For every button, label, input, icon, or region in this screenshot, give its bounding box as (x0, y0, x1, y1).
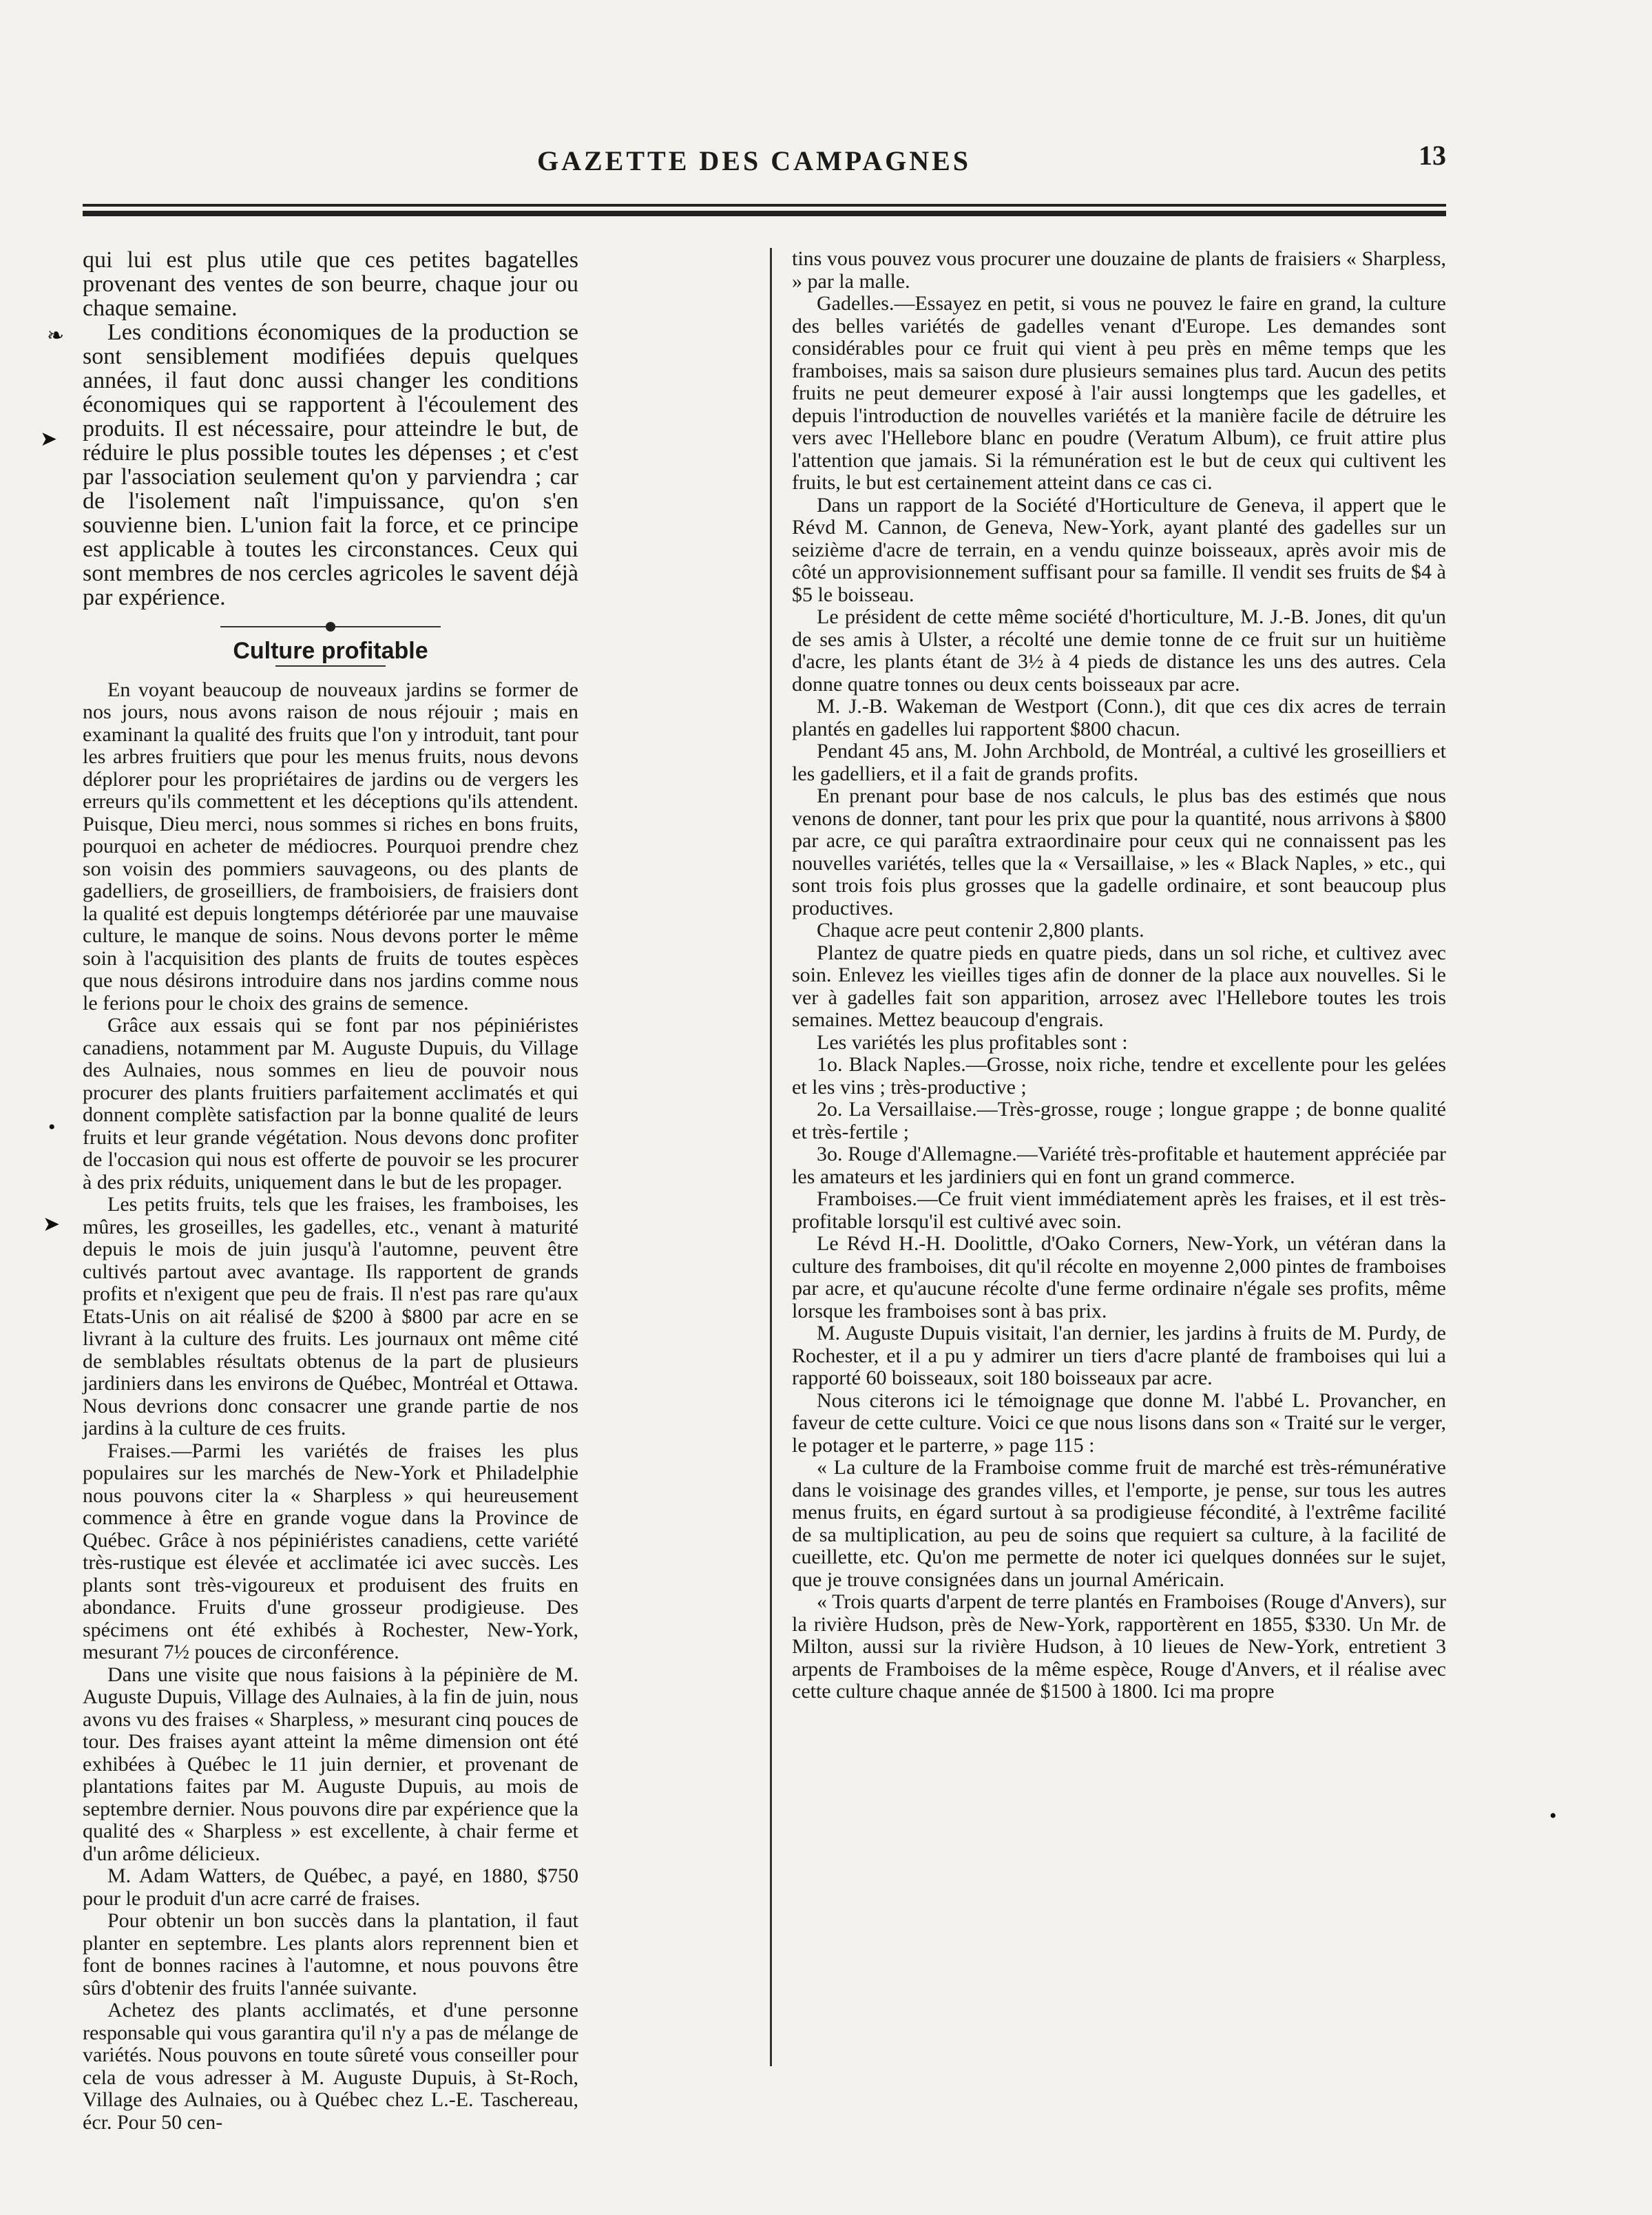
paragraph: Les petits fruits, tels que les fraises, les framboises, les mûres, les groseilles, les gadelles, etc., venant à maturité depuis le mois de juin jusqu'à l'automne, peuvent être cultivés partout avec avantage. Ils rapportent de grands profits et n'exigent que peu de frais. Il n'est pas rare qu'aux Etats-Unis on ait réalisé de $200 à $800 par acre en se livrant à la culture des fruits. Les journaux ont même cité de semblables résultats obtenus de la part de plusieurs jardiniers dans les environs de Québec, Montréal et Ottawa. Nous devrions donc consacrer une grande partie de nos jardins à la culture de ces fruits. (83, 1193, 578, 1439)
page-header (83, 140, 1446, 186)
paragraph: Chaque acre peut contenir 2,800 plants. (817, 919, 1144, 942)
paragraph: Dans une visite que nous faisions à la pépinière de M. Auguste Dupuis, Village des Aulnaies, à la fin de juin, nous avons vu des fraises « Sharpless, » mesurant cinq pouces de tour. Des fraises ayant atteint la même dimension ont été exhibées à Québec le 11 juin dernier, et provenant de plantations faites par M. Auguste Dupuis, au mois de septembre dernier. Nous pouvons dire par expérience que la qualité des « Sharpless » est excellente, à chair ferme et d'un arôme délicieux. (83, 1663, 578, 1865)
paragraph: Pour obtenir un bon succès dans la plantation, il faut planter en septembre. Les plants alors reprennent bien et font de bonnes racines à l'automne, et nous pouvons être sûrs d'obtenir des fruits l'année suivante. (83, 1909, 578, 1999)
paragraph: Les variétés les plus profitables sont : (817, 1030, 1128, 1054)
list-item: 1o. Black Naples.—Grosse, noix riche, tendre et excellente pour les gelées et les vins ; très-productive ; (792, 1053, 1446, 1099)
list-item: 2o. La Versaillaise.—Très-grosse, rouge ; longue grappe ; de bonne qualité et très-fertile ; (792, 1098, 1446, 1143)
lead-paragraph: qui lui est plus utile que ces petites bagatelles provenant des ventes de son beurre, chaque jour ou chaque semaine. (83, 247, 578, 321)
paragraph: M. Auguste Dupuis visitait, l'an dernier, les jardins à fruits de M. Purdy, de Rochester, et il a pu y admirer un tiers d'acre planté de framboises qui lui a rapporté 60 boisseaux, soit 180 boisseaux par acre. (792, 1322, 1446, 1389)
paragraph: En prenant pour base de nos calculs, le plus bas des estimés que nous venons de donner, tant pour les prix que pour la quantité, nous arrivons à $800 par acre, ce qui paraîtra extraordinaire pour ceux qui ne connaissent pas les nouvelles variétés, telles que la « Versaillaise, » les « Black Naples, » etc., qui sont trois fois plus grosses que la gadelle ordinaire, et sont beaucoup plus productives. (792, 784, 1446, 919)
paragraph: Gadelles.—Essayez en petit, si vous ne pouvez le faire en grand, la culture des belles variétés de gadelles venant d'Europe. Les demandes sont considérables pour ce fruit qui vient à peu près en même temps que les framboises, mais sa saison dure plusieurs semaines plus tard. Aucun des petits fruits ne peut demeurer exposé à l'air aussi longtemps que les gadelles, et depuis l'introduction de nouvelles variétés et la manière facile de détruire les vers avec l'Hellebore blanc en poudre (Veratum Album), ce fruit attire plus l'attention que jamais. Si la rémunération est le but de ceux qui cultivent les fruits, le but est certainement atteint dans ce cas ci. (792, 292, 1446, 494)
right-column (792, 248, 1446, 1703)
paragraph: Le président de cette même société d'horticulture, M. J.-B. Jones, dit qu'un de ses amis à Ulster, a récolté une demie tonne de ce fruit sur un huitième d'acre, les plants étant de 3½ à 4 pieds de distance les uns des autres. Cela donne quatre tonnes ou deux cents boisseaux par acre. (792, 605, 1446, 696)
lead-paragraph: Les conditions économiques de la production se sont sensiblement modifiées depuis quelques années, il faut donc aussi changer les conditions économiques qui se rapportent à l'écoulement des produits. Il est nécessaire, pour atteindre le but, de réduire le plus possible toutes les dépenses ; et c'est par l'association seulement qu'on y parviendra ; car de l'isolement naît l'impuissance, qu'on s'en souvienne bien. L'union fait la force, et ce principe est applicable à toutes les circonstances. Ceux qui sont membres de nos cercles agricoles le savent déjà par expérience. (83, 320, 578, 610)
page-number: 13 (1419, 140, 1446, 171)
margin-mark: • (48, 1116, 56, 1138)
margin-mark: • (1549, 1805, 1557, 1827)
paragraph: Dans un rapport de la Société d'Horticulture de Geneva, il appert que le Révd M. Cannon, de Geneva, New-York, ayant planté des gadelles sur un seizième d'acre de terrain, en a vendu quinze boisseaux, après avoir mis de côté un approvisionnement suffisant pour sa famille. Il vendit ses fruits de $4 à $5 le boisseau. (792, 493, 1446, 606)
quotation: « La culture de la Framboise comme fruit de marché est très-rémunérative dans le voisinage des grandes villes, et l'emporte, je pense, sur tous les autres menus fruits, en égard surtout à sa prodigieuse fécondité, à l'extrême facilité de sa multiplication, au peu de soins que requiert sa culture, à la facilité de cueillette, etc. Qu'on me permette de noter ici quelques données sur le sujet, que je trouve consignées dans un journal Américain. (792, 1456, 1446, 1591)
paragraph: tins vous pouvez vous procurer une douzaine de plants de fraisiers « Sharpless, » par la malle. (792, 247, 1446, 293)
paragraph: Plantez de quatre pieds en quatre pieds, dans un sol riche, et cultivez avec soin. Enlevez les vieilles tiges afin de donner de la place aux nouvelles. Si le ver à gadelles fait son apparition, arrosez avec l'Hellebore toutes les trois semaines. Mettez beaucoup d'engrais. (792, 941, 1446, 1031)
paragraph: Grâce aux essais qui se font par nos pépiniéristes canadiens, notamment par M. Auguste Dupuis, du Village des Aulnaies, nous sommes en lieu de pouvoir nous procurer des plants fruitiers parfaitement acclimatés et qui donnent complète satisfaction par la bonne qualité de leurs fruits et leur grande végétation. Nous devons donc profiter de l'occasion qui nous est offerte de pouvoir se les procurer à des prix réduits, uniquement dans le but de les propager. (83, 1014, 578, 1194)
header-rule-thick (83, 211, 1446, 216)
paragraph: Framboises.—Ce fruit vient immédiatement après les fraises, et il est très-profitable lorsqu'il est cultivé avec soin. (792, 1187, 1446, 1233)
paragraph: Le Révd H.-H. Doolittle, d'Oako Corners, New-York, un vétéran dans la culture des framboises, dit qu'il récolte en moyenne 2,000 pintes de framboises par acre, et qu'aucune récolte d'une ferme ordinaire n'égale ses profits, même lorsque les framboises sont à bas prix. (792, 1232, 1446, 1322)
section-separator (83, 621, 578, 633)
paragraph: Nous citerons ici le témoignage que donne M. l'abbé L. Provancher, en faveur de cette culture. Voici ce que nous lisons dans son « Traité sur le verger, le potager et le parterre, » page 115 : (792, 1389, 1446, 1457)
margin-mark: ➤ (43, 1213, 61, 1236)
paragraph: Pendant 45 ans, M. John Archbold, de Montréal, a cultivé les groseilliers et les gadelliers, et il a fait de grands profits. (792, 740, 1446, 785)
margin-mark: ❧ (47, 324, 65, 347)
list-item: 3o. Rouge d'Allemagne.—Variété très-profitable et hautement appréciée par les amateurs et les jardiniers qui en font un grand commerce. (792, 1143, 1446, 1188)
header-rule-thin (83, 204, 1446, 207)
paragraph: M. Adam Watters, de Québec, a payé, en 1880, $750 pour le produit d'un acre carré de fraises. (83, 1864, 578, 1910)
column-rule (770, 248, 772, 2066)
section-title: Culture profitable (233, 638, 428, 664)
left-column (83, 248, 578, 2134)
paragraph: En voyant beaucoup de nouveaux jardins se former de nos jours, nous avons raison de nous réjouir ; mais en examinant la qualité des fruits que l'on y introduit, tant pour les arbres fruitiers que pour les menus fruits, nous devons déplorer pour les propriétaires de jardins ou de vergers les erreurs qu'ils commettent et les déceptions qu'ils attendent. Puisque, Dieu merci, nous sommes si riches en bons fruits, pourquoi en acheter de médiocres. Pourquoi prendre chez son voisin des pommiers sauvageons, ou des plants de gadelliers, de groseilliers, de framboisiers, de fraisiers dont la qualité est depuis longtemps détériorée par une mauvaise culture, le manque de soins. Nous devons porter le même soin à l'acquisition des plants de fruits de toutes espèces que nous désirons introduire dans nos jardins comme nous le ferions pour le choix des grains de semence. (83, 678, 578, 1015)
paragraph: M. J.-B. Wakeman de Westport (Conn.), dit que ces dix acres de terrain plantés en gadelles lui rapportent $800 chacun. (792, 695, 1446, 740)
publication-title: GAZETTE DES CAMPAGNES (537, 145, 972, 176)
paragraph: Fraises.—Parmi les variétés de fraises les plus populaires sur les marchés de New-York et Philadelphie nous pouvons citer la « Sharpless » qui heureusement commence à être en grande vogue dans la Province de Québec. Grâce à nos pépiniéristes canadiens, cette variété très-rustique est élevée et acclimatée ici avec succès. Les plants sont très-vigoureux et produisent des fruits en abondance. Fruits d'une grosseur prodigieuse. Des spécimens ont été exhibés à Rochester, New-York, mesurant 7½ pouces de circonférence. (83, 1439, 578, 1663)
title-rule (275, 665, 386, 667)
quotation: « Trois quarts d'arpent de terre plantés en Framboises (Rouge d'Anvers), sur la rivière Hudson, près de New-York, rapportèrent en 1855, $330. Un Mr. de Milton, aussi sur la rivière Hudson, à 10 lieues de New-York, entretient 3 arpents de Framboises de la même espèce, Rouge d'Anvers, et il réalise avec cette culture chaque année de $1500 à 1800. Ici ma propre (792, 1590, 1446, 1703)
margin-mark: ➤ (40, 428, 58, 450)
paragraph: Achetez des plants acclimatés, et d'une personne responsable qui vous garantira qu'il n'y a pas de mélange de variétés. Nous pouvons en toute sûreté vous conseiller pour cela de vous adresser à M. Auguste Dupuis, à St-Roch, Village des Aulnaies, ou à Québec chez L.-E. Taschereau, écr. Pour 50 cen- (83, 1999, 578, 2134)
